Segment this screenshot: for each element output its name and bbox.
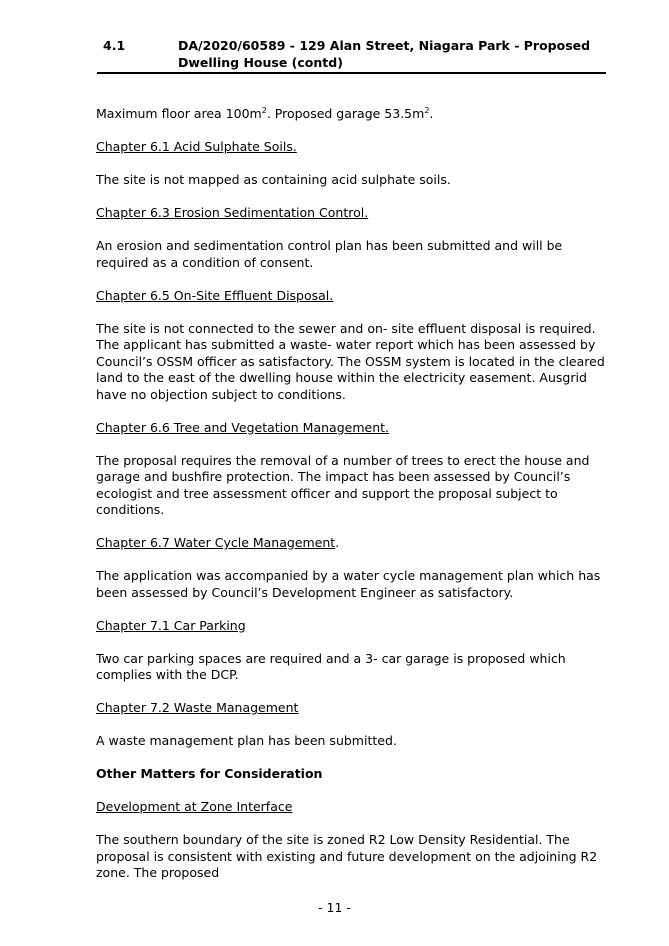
paragraph-zone-interface: The southern boundary of the site is zoned R2 Low Density Residential. The proposal is consistent with existing and future development on the adjoining R2 zone. The proposed [96,832,598,880]
page-number: - 11 - [318,900,351,915]
heading-tree-vegetation: Chapter 6.6 Tree and Vegetation Management. [96,419,389,435]
paragraph-effluent-disposal: The site is not connected to the sewer and on- site effluent disposal is required. The applicant has submitted a waste- water report which has been assessed by Council’s OSSM officer as satisfactory. The OSSM system is located in the cleared land to the east of the dwelling house within the electricity easement. Ausgrid have no objection subject to conditions. [96,320,605,402]
floor-area-text-b: . Proposed garage 53.5m [266,106,425,121]
heading-water-cycle-wrapper [96,535,610,552]
floor-area-text-a: Maximum floor area 100m [96,106,262,121]
paragraph-acid-sulphate-soils: The site is not mapped as containing acid sulphate soils. [96,172,451,187]
floor-area-text-c: . [429,106,434,121]
paragraph-tree-vegetation: The proposal requires the removal of a number of trees to erect the house and garage and bushfire protection. The impact has been assessed by Council’s ecologist and tree assessment officer and support the proposal subject to conditions. [96,452,590,517]
superscript-b: 2 [424,105,430,115]
paragraph-car-parking: Two car parking spaces are required and a 3- car garage is proposed which complies with the DCP. [96,650,566,682]
report-body [96,106,610,898]
report-header [97,37,606,74]
heading-car-parking: Chapter 7.1 Car Parking [96,617,246,633]
heading-effluent-disposal: Chapter 6.5 On-Site Effluent Disposal. [96,287,334,303]
floor-area-paragraph [96,106,610,123]
heading-water-cycle-period: . [335,535,340,550]
heading-zone-interface: Development at Zone Interface [96,799,293,814]
superscript-a: 2 [261,105,267,115]
paragraph-erosion-sedimentation: An erosion and sedimentation control plan has been submitted and will be required as a condition of consent. [96,238,563,270]
paragraph-waste-management: A waste management plan has been submitted. [96,733,397,748]
heading-acid-sulphate-soils: Chapter 6.1 Acid Sulphate Soils. [96,139,297,154]
item-number: 4.1 [103,38,126,53]
item-title: DA/2020/60589 - 129 Alan Street, Niagara Park - Proposed Dwelling House (contd) [178,38,591,70]
heading-other-matters: Other Matters for Consideration [96,766,323,781]
paragraph-water-cycle: The application was accompanied by a water cycle management plan which has been assessed by Council’s Development Engineer as satisfactory. [96,568,601,600]
heading-waste-management: Chapter 7.2 Waste Management [96,700,299,715]
heading-erosion-sedimentation: Chapter 6.3 Erosion Sedimentation Control. [96,205,369,220]
heading-water-cycle: Chapter 6.7 Water Cycle Management [96,535,336,550]
